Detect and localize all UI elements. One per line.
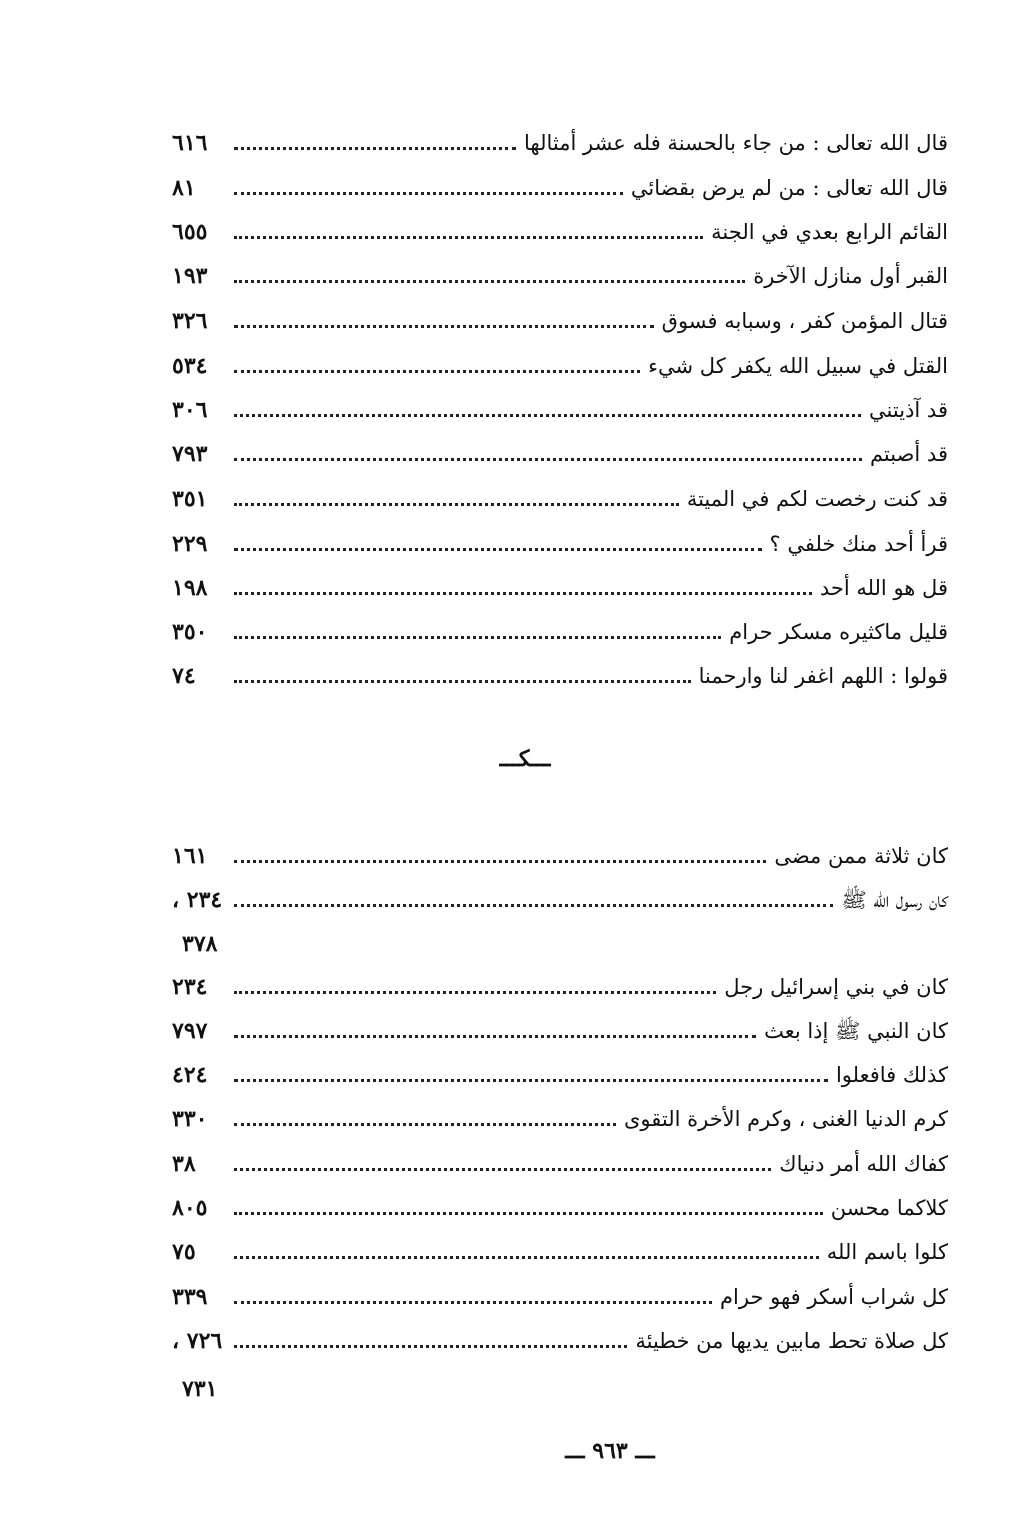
- entry-page-number: ٧٤: [172, 663, 196, 689]
- dot-leader: [234, 1256, 819, 1259]
- entry-text: قد كنت رخصت لكم في الميتة: [686, 487, 948, 511]
- entry-text: قرأ أحد منك خلفي ؟: [769, 532, 948, 556]
- entry-page-continuation: ٣٧٨: [182, 931, 218, 957]
- entry-text: القائم الرابع بعدي في الجنة: [711, 220, 948, 244]
- entry-text: كل شراب أسكر فهو حرام: [720, 1285, 948, 1309]
- dot-leader: [234, 503, 679, 506]
- dot-leader: [234, 636, 721, 639]
- index-entry: [172, 1271, 948, 1311]
- entry-text: القتل في سبيل الله يكفر كل شيء: [648, 354, 948, 378]
- dot-leader: [234, 1212, 823, 1215]
- entry-text: قال الله تعالى : من جاء بالحسنة فله عشر أمثالها: [524, 131, 948, 155]
- index-entry: [172, 874, 948, 914]
- index-entry: [172, 473, 948, 513]
- index-entry: [172, 1138, 948, 1178]
- dot-leader: [234, 1301, 712, 1304]
- entry-page-number: ١٩٣: [172, 263, 208, 289]
- index-entry: [172, 961, 948, 1001]
- entry-page-number: ٣٣٩: [172, 1284, 208, 1310]
- entry-text: قولوا : اللهم اغفر لنا وارحمنا: [698, 664, 948, 688]
- entry-text: كفاك الله أمر دنياك: [779, 1152, 948, 1176]
- entry-page-number: ٧٥: [172, 1239, 196, 1265]
- entry-page-number: ٥٣٤: [172, 353, 208, 379]
- dot-leader: [234, 904, 833, 907]
- index-entry: [172, 1093, 948, 1133]
- index-entry: [172, 650, 948, 690]
- dot-leader: [234, 280, 745, 283]
- entry-page-number: ٣٣٠: [172, 1106, 208, 1132]
- index-entry: [172, 606, 948, 646]
- dot-leader: [234, 1123, 616, 1126]
- entry-text: قليل ماكثيره مسكر حرام: [729, 620, 948, 644]
- entry-text: كان في بني إسرائيل رجل: [724, 975, 948, 999]
- index-entry: [172, 340, 948, 380]
- entry-text: قال الله تعالى : من لم يرض بقضائي: [630, 176, 948, 200]
- entry-page-number: ٧٩٣: [172, 441, 208, 467]
- dot-leader: [234, 414, 861, 417]
- entry-text: كل صلاة تحط مابين يديها من خطيئة: [635, 1329, 948, 1353]
- entry-page-number: ٦١٦: [172, 130, 208, 156]
- entry-page-number: ٢٢٩: [172, 531, 208, 557]
- entry-page-continuation: ٧٣١: [182, 1376, 218, 1402]
- section-heading: ـــكـــ: [499, 746, 551, 772]
- entry-text: قد آذيتني: [869, 398, 948, 422]
- entry-page-number: ٣٢٦: [172, 308, 208, 334]
- entry-page-number: ١٩٨: [172, 575, 208, 601]
- index-entry: [172, 162, 948, 202]
- index-entry: [172, 428, 948, 468]
- index-entry: [172, 1049, 948, 1089]
- index-entry: [172, 562, 948, 602]
- index-entry: [172, 830, 948, 870]
- entry-page-number: ١٦١: [172, 843, 208, 869]
- index-entry: [172, 1315, 948, 1355]
- entry-text: كذلك فافعلوا: [835, 1063, 948, 1087]
- dot-leader: [234, 1035, 756, 1038]
- index-entry: [172, 1005, 948, 1045]
- dot-leader: [234, 1079, 828, 1082]
- index-entry: [172, 518, 948, 558]
- dot-leader: [234, 592, 812, 595]
- entry-text: القبر أول منازل الآخرة: [753, 264, 948, 288]
- entry-text: كان النبي ﷺ إذا بعث: [764, 1019, 948, 1043]
- dot-leader: [234, 325, 654, 328]
- dot-leader: [234, 1345, 627, 1348]
- entry-page-number: ٤٢٤: [172, 1062, 208, 1088]
- dot-leader: [234, 680, 691, 683]
- dot-leader: [234, 458, 862, 461]
- entry-page-number: ٣٥١: [172, 486, 208, 512]
- entry-page-number: ٨٠٥: [172, 1195, 208, 1221]
- index-entry: [172, 117, 948, 157]
- entry-text: كان ثلاثة ممن مضى: [774, 844, 948, 868]
- index-entry: [172, 384, 948, 424]
- entry-text: كلاكما محسن: [830, 1196, 948, 1220]
- entry-page-number: ٨١: [172, 175, 196, 201]
- dot-leader: [234, 147, 516, 150]
- entry-page-number: ٧٢٦ ،: [172, 1328, 223, 1354]
- dot-leader: [234, 1168, 771, 1171]
- entry-page-number: ٣٥٠: [172, 619, 208, 645]
- dot-leader: [234, 192, 623, 195]
- dot-leader: [234, 860, 766, 863]
- index-entry: [172, 206, 948, 246]
- entry-page-number: ٣٠٦: [172, 397, 208, 423]
- dot-leader: [234, 370, 640, 373]
- entry-page-number: ٢٣٤: [172, 974, 208, 1000]
- index-entry: [172, 295, 948, 335]
- index-entry: [172, 1226, 948, 1266]
- dot-leader: [234, 991, 716, 994]
- dot-leader: [234, 236, 703, 239]
- entry-text: كلوا باسم الله: [826, 1240, 948, 1264]
- entry-page-number: ٦٥٥: [172, 219, 208, 245]
- dot-leader: [234, 548, 762, 551]
- entry-text: كان رسول الله ﷺ: [841, 888, 948, 912]
- entry-text: قد أصبتم: [869, 442, 948, 466]
- entry-page-number: ٧٩٧: [172, 1018, 208, 1044]
- entry-page-number: ٣٨: [172, 1151, 196, 1177]
- entry-text: قتال المؤمن كفر ، وسبابه فسوق: [661, 309, 948, 333]
- index-entry: [172, 250, 948, 290]
- page-number-footer: ـــ ٩٦٣ ـــ: [565, 1438, 655, 1464]
- entry-text: قل هو الله أحد: [819, 576, 948, 600]
- entry-text: كرم الدنيا الغنى ، وكرم الأخرة التقوى: [623, 1107, 948, 1131]
- index-entry: [172, 1182, 948, 1222]
- entry-page-number: ٢٣٤ ،: [172, 887, 223, 913]
